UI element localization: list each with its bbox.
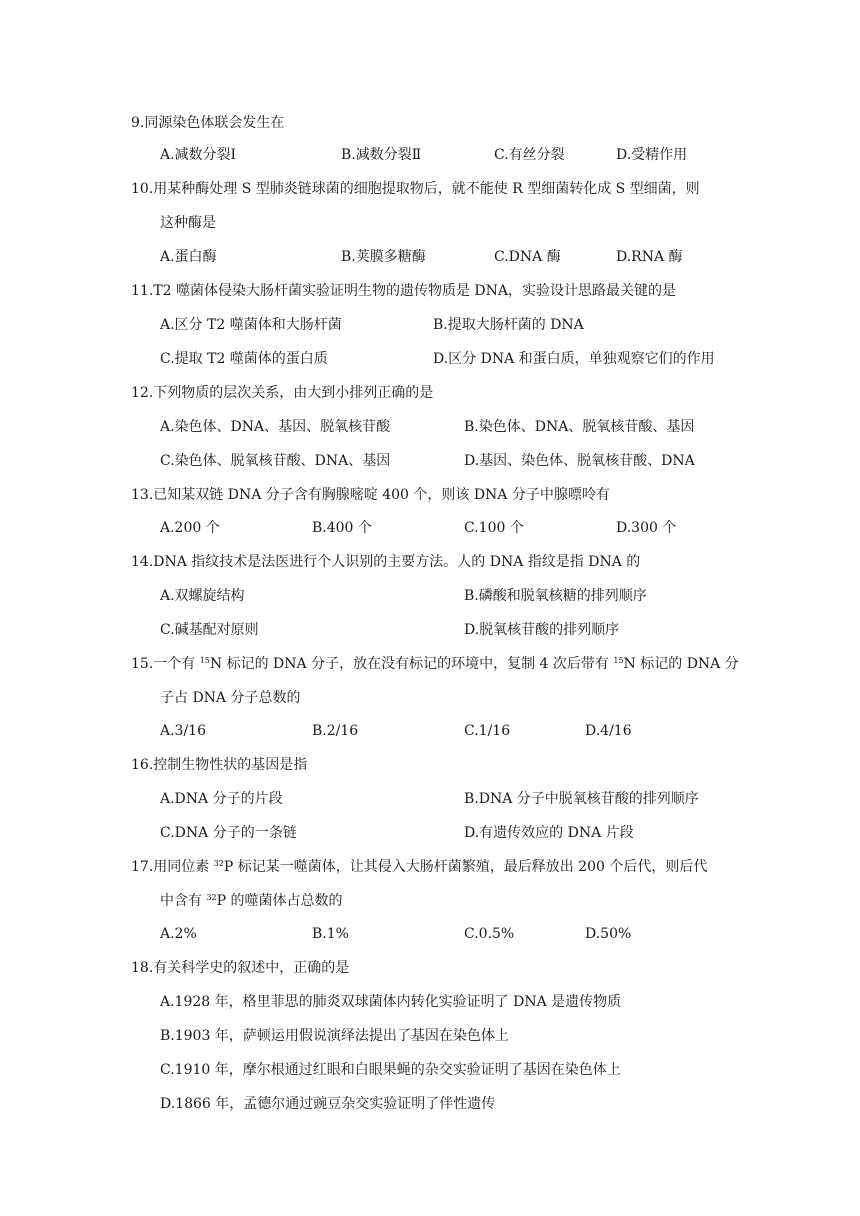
isotope-mass-number: 32 [213,859,224,868]
question-9-stem: 9.同源染色体联会发生在 [131,115,285,131]
isotope-mass-number: 15 [613,656,624,665]
question-13-option-d: D.300 个 [616,520,677,536]
question-13-option-a: A.200 个 [160,520,220,536]
question-12-stem: 12.下列物质的层次关系，由大到小排列正确的是 [131,385,434,401]
question-12-option-c: C.染色体、脱氧核苷酸、DNA、基因 [160,453,391,469]
question-10-stem-cont: 这种酶是 [160,215,216,231]
question-16-option-a: A.DNA 分子的片段 [160,791,283,807]
question-17-stem-cont: 中含有 $^{32}$P 的噬菌体占总数的 [160,893,343,909]
question-17-option-d: D.50% [585,926,632,942]
question-14-option-d: D.脱氧核苷酸的排列顺序 [464,622,620,638]
question-17-stem: 17.用同位素 $^{32}$P 标记某一噬菌体，让其侵入大肠杆菌繁殖，最后释放出 200 个后代，则后代 [131,859,708,875]
question-16-option-c: C.DNA 分子的一条链 [160,825,297,841]
question-15-stem-cont: 子占 DNA 分子总数的 [160,690,301,706]
question-18-option-b: B.1903 年，萨顿运用假说演绎法提出了基因在染色体上 [160,1028,509,1044]
question-13-option-b: B.400 个 [312,520,372,536]
question-14-option-c: C.碱基配对原则 [160,622,259,638]
isotope-mass-number: 32 [206,893,217,902]
question-12-option-a: A.染色体、DNA、基因、脱氧核苷酸 [160,419,391,435]
question-12-option-d: D.基因、染色体、脱氧核苷酸、DNA [464,453,695,469]
question-11-option-c: C.提取 T2 噬菌体的蛋白质 [160,351,328,367]
question-14-stem: 14.DNA 指纹技术是法医进行个人识别的主要方法。人的 DNA 指纹是指 DNA 的 [131,554,641,570]
question-15-option-a: A.3/16 [160,723,206,739]
question-13-option-c: C.100 个 [464,520,524,536]
isotope-mass-number: 15 [199,656,210,665]
question-17-option-a: A.2% [160,926,197,942]
question-18-stem: 18.有关科学史的叙述中，正确的是 [131,960,350,976]
question-14-option-a: A.双螺旋结构 [160,588,245,604]
question-12-option-b: B.染色体、DNA、脱氧核苷酸、基因 [464,419,695,435]
question-15-option-c: C.1/16 [464,723,511,739]
question-15-stem: 15.一个有 $^{15}$N 标记的 DNA 分子，放在没有标记的环境中，复制 4 次后带有 $^{15}$N 标记的 DNA 分 [131,656,739,672]
question-18-option-a: A.1928 年，格里菲思的肺炎双球菌体内转化实验证明了 DNA 是遗传物质 [160,994,622,1010]
question-15-option-d: D.4/16 [585,723,632,739]
question-15-option-b: B.2/16 [312,723,359,739]
question-10-stem: 10.用某种酶处理 S 型肺炎链球菌的细胞提取物后，就不能使 R 型细菌转化成 S 型细菌，则 [131,181,700,197]
question-9-option-d: D.受精作用 [616,147,688,163]
question-10-option-a: A.蛋白酶 [160,249,217,265]
question-17-option-c: C.0.5% [464,926,515,942]
question-18-option-d: D.1866 年，孟德尔通过豌豆杂交实验证明了伴性遗传 [160,1096,496,1112]
question-11-option-b: B.提取大肠杆菌的 DNA [433,317,584,333]
question-16-stem: 16.控制生物性状的基因是指 [131,757,308,773]
question-11-stem: 11.T2 噬菌体侵染大肠杆菌实验证明生物的遗传物质是 DNA，实验设计思路最关键的是 [131,283,676,299]
question-14-option-b: B.磷酸和脱氧核糖的排列顺序 [464,588,647,604]
question-16-option-b: B.DNA 分子中脱氧核苷酸的排列顺序 [464,791,699,807]
question-10-option-b: B.荚膜多糖酶 [341,249,426,265]
question-9-option-b: B.减数分裂Ⅱ [341,147,422,163]
question-11-option-d: D.区分 DNA 和蛋白质，单独观察它们的作用 [433,351,715,367]
question-16-option-d: D.有遗传效应的 DNA 片段 [464,825,634,841]
question-9-option-a: A.减数分裂Ⅰ [160,147,237,163]
question-13-stem: 13.已知某双链 DNA 分子含有胸腺嘧啶 400 个，则该 DNA 分子中腺嘌呤有 [131,487,610,503]
question-11-option-a: A.区分 T2 噬菌体和大肠杆菌 [160,317,342,333]
question-18-option-c: C.1910 年，摩尔根通过红眼和白眼果蝇的杂交实验证明了基因在染色体上 [160,1062,621,1078]
question-10-option-c: C.DNA 酶 [494,249,561,265]
question-9-option-c: C.有丝分裂 [494,147,565,163]
question-10-option-d: D.RNA 酶 [616,249,683,265]
question-17-option-b: B.1% [312,926,349,942]
